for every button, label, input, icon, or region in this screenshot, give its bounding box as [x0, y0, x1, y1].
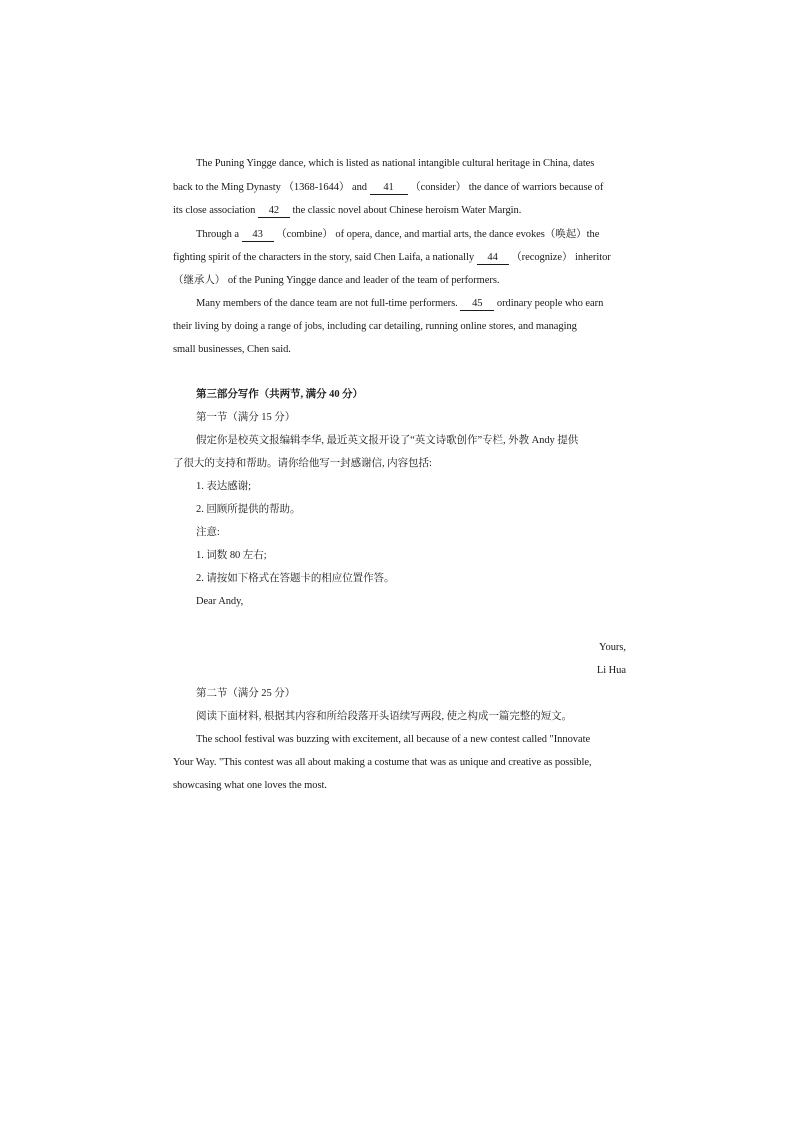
- story-line: showcasing what one loves the most.: [173, 780, 327, 791]
- blank-42[interactable]: 42: [258, 205, 290, 218]
- section-one-prompt: 了很大的支持和帮助。请你给他写一封感谢信, 内容包括:: [173, 458, 432, 469]
- passage-line: [196, 297, 603, 311]
- content-point-1: 1. 表达感谢;: [196, 481, 252, 492]
- notes-label: 注意:: [196, 527, 220, 538]
- passage-text: fighting spirit of the characters in the story, said Chen Laifa, a nationally: [173, 252, 477, 263]
- passage-text: （consider） the dance of warriors because of: [407, 182, 604, 193]
- passage-line: [173, 204, 521, 218]
- blank-45[interactable]: 45: [460, 298, 494, 311]
- note-1: 1. 词数 80 左右;: [196, 550, 267, 561]
- passage-text: （combine） of opera, dance, and martial arts, the dance evokes（唤起）the: [273, 229, 600, 240]
- section-two-title: 第二节（满分 25 分）: [196, 688, 296, 699]
- content-point-2: 2. 回顾所提供的帮助。: [196, 504, 301, 515]
- blank-44[interactable]: 44: [477, 252, 509, 265]
- passage-text: the classic novel about Chinese heroism Water Margin.: [289, 205, 522, 216]
- section-two-prompt: 阅读下面材料, 根据其内容和所给段落开头语续写两段, 使之构成一篇完整的短文。: [196, 711, 573, 722]
- passage-line: [173, 251, 611, 265]
- passage-line: [173, 181, 603, 195]
- passage-text: small businesses, Chen said.: [173, 344, 291, 355]
- letter-closing: Yours,: [599, 642, 626, 653]
- passage-text: The Puning Yingge dance, which is listed as national intangible cultural heritage in China, dates: [196, 158, 595, 169]
- note-2: 2. 请按如下格式在答题卡的相应位置作答。: [196, 573, 395, 584]
- passage-line: [196, 228, 599, 242]
- letter-salutation: Dear Andy,: [196, 596, 244, 607]
- letter-signature: Li Hua: [596, 665, 626, 676]
- part-three-title: 第三部分写作（共两节, 满分 40 分）: [196, 389, 363, 400]
- passage-text: their living by doing a range of jobs, including car detailing, running online stores, and managing: [173, 321, 577, 332]
- passage-text: back to the Ming Dynasty （1368-1644） and: [173, 182, 370, 193]
- story-line: Your Way. "This contest was all about making a costume that was as unique and creative as possible,: [173, 757, 592, 768]
- passage-text: （继承人） of the Puning Yingge dance and leader of the team of performers.: [173, 275, 500, 286]
- passage-line: [173, 274, 499, 288]
- passage-line: [196, 157, 594, 171]
- section-one-prompt: 假定你是校英文报编辑李华, 最近英文报开设了“英文诗歌创作”专栏, 外教 Andy 提供: [196, 435, 579, 446]
- section-one-title: 第一节（满分 15 分）: [196, 412, 296, 423]
- passage-text: its close association: [173, 205, 258, 216]
- passage-text: Through a: [196, 229, 242, 240]
- passage-text: ordinary people who earn: [494, 298, 604, 309]
- blank-43[interactable]: 43: [242, 229, 274, 242]
- passage-line: [173, 343, 291, 357]
- blank-41[interactable]: 41: [370, 182, 408, 195]
- passage-text: （recognize） inheritor: [508, 252, 611, 263]
- story-line: The school festival was buzzing with excitement, all because of a new contest called "Innovate: [196, 734, 591, 745]
- passage-text: Many members of the dance team are not full-time performers.: [196, 298, 461, 309]
- passage-line: [173, 320, 577, 334]
